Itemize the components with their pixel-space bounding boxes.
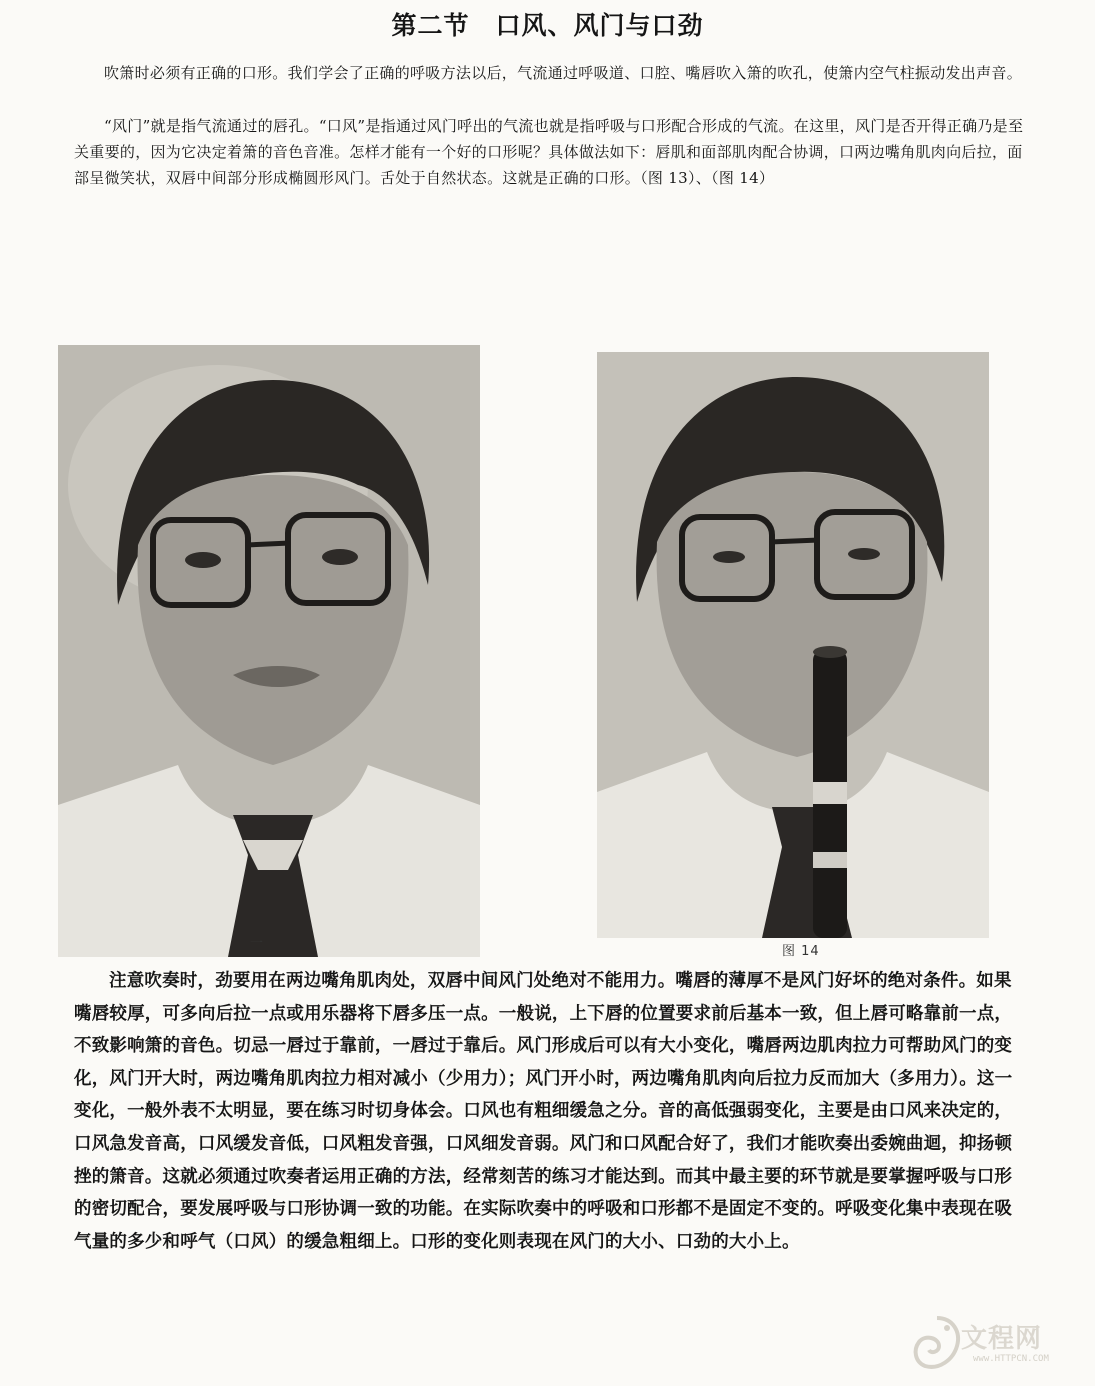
- watermark-text: 文程网: [961, 1324, 1043, 1354]
- intro-paragraph: 吹箫时必须有正确的口形。我们学会了正确的呼吸方法以后，气流通过呼吸道、口腔、嘴唇吹入箫的吹孔，使箫内空气柱振动发出声音。: [104, 64, 1023, 82]
- figure-14-caption: 图 14: [782, 944, 820, 959]
- figure-13-photo: [58, 345, 480, 957]
- site-watermark: [905, 1312, 1080, 1378]
- section-title: 第二节 口风、风门与口劲: [391, 11, 704, 40]
- definition-paragraph: “风门”就是指气流通过的唇孔。“口风”是指通过风门呼出的气流也就是指呼吸与口形配合形成的气流。在这里，风门是否开得正确乃是至关重要的，因为它决定着箫的音色音准。怎样才能有一个好的口形呢？具体做法如下：唇肌和面部肌肉配合协调，口两边嘴角肌肉向后拉，面部呈微笑状，双唇中间部分形成椭圆形风门。舌处于自然状态。这就是正确的口形。（图 13）、（图 14）: [74, 117, 1024, 187]
- figure-13-caption: 一: [250, 936, 265, 951]
- dragon-logo-icon: [909, 1314, 965, 1374]
- watermark-url: www.HTTPCN.COM: [973, 1354, 1049, 1364]
- figure-14-photo: [597, 352, 989, 938]
- notes-paragraph: 注意吹奏时，劲要用在两边嘴角肌肉处，双唇中间风门处绝对不能用力。嘴唇的薄厚不是风门好坏的绝对条件。如果嘴唇较厚，可多向后拉一点或用乐器将下唇多压一点。一般说，上下唇的位置要求前后基本一致，但上唇可略靠前一点，不致影响箫的音色。切忌一唇过于靠前，一唇过于靠后。风门形成后可以有大小变化，嘴唇两边肌肉拉力可帮助风门的变化，风门开大时，两边嘴角肌肉拉力相对减小（少用力）；风门开小时，两边嘴角肌肉向后拉力反而加大（多用力）。这一变化，一般外表不太明显，要在练习时切身体会。口风也有粗细缓急之分。音的高低强弱变化，主要是由口风来决定的，口风急发音高，口风缓发音低，口风粗发音强，口风细发音弱。风门和口风配合好了，我们才能吹奏出委婉曲迴，抑扬顿挫的箫音。这就必须通过吹奏者运用正确的方法，经常刻苦的练习才能达到。而其中最主要的环节就是要掌握呼吸与口形的密切配合，要发展呼吸与口形协调一致的功能。在实际吹奏中的呼吸和口形都不是固定不变的。呼吸变化集中表现在吸气量的多少和呼气（口风）的缓急粗细上。口形的变化则表现在风门的大小、口劲的大小上。: [74, 971, 1013, 1252]
